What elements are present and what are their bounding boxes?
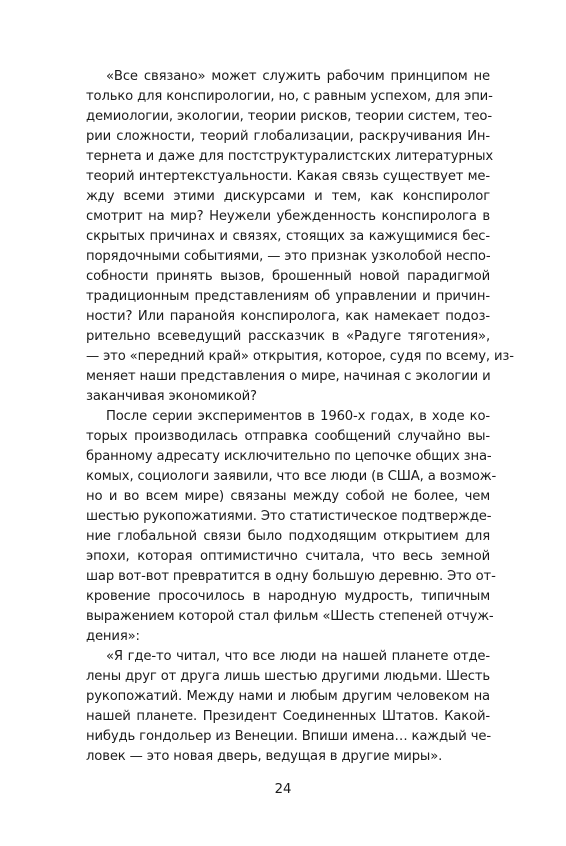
page-number: 24 (274, 782, 292, 797)
text-line: только для конспирологии, но, с равным успехом, для эпи- (86, 89, 493, 104)
text-line: но и во всем мире) связаны между собой не более, чем (86, 489, 490, 504)
text-line: лены друг от друга лишь шестью другими людьми. Шесть (86, 669, 490, 684)
text-line: После серии экспериментов в 1960-х годах, в ходе ко- (106, 409, 490, 424)
text-line: тернета и даже для постструктуралистских литературных (86, 149, 494, 164)
text-line: эпохи, которая оптимистично считала, что весь земной (86, 549, 490, 564)
text-line: выражением которой стал фильм «Шесть степеней отчуж- (86, 609, 494, 624)
text-line: «Все связано» может служить рабочим принципом не (106, 69, 490, 84)
text-line: комых, социологи заявили, что все люди (в США, а возмож- (86, 469, 497, 484)
text-line: порядочными событиями, — это признак узколобой неспо- (86, 249, 491, 264)
text-line: демиологии, экологии, теории рисков, теории систем, тео- (86, 109, 492, 124)
text-line: «Я где-то читал, что все люди на нашей планете отде- (106, 649, 490, 664)
text-line: — это «передний край» открытия, которое, судя по всему, из- (86, 349, 514, 364)
text-line: ние глобальной связи было подходящим открытием для (86, 529, 490, 544)
text-line: рительно всеведущий рассказчик в «Радуге тяготения», (86, 329, 490, 344)
text-line: шестью рукопожатиями. Это статистическое подтвержде- (86, 509, 492, 524)
text-line: скрытых причинах и связях, стоящих за кажущимися бес- (86, 229, 490, 244)
text-line: торых производилась отправка сообщений случайно вы- (86, 429, 490, 444)
text-line: рии сложности, теорий глобализации, раскручивания Ин- (86, 129, 490, 144)
text-line: жду всеми этими дискурсами и тем, как конспиролог (86, 189, 490, 204)
text-line: ности? Или паранойя конспиролога, как намекает подоз- (86, 309, 490, 324)
text-line: кровение просочилось в народную мудрость, типичным (86, 589, 490, 604)
text-line: нашей планете. Президент Соединенных Штатов. Какой- (86, 709, 490, 724)
text-line: рукопожатий. Между нами и любым другим человеком на (86, 689, 490, 704)
text-line: смотрит на мир? Неужели убежденность конспиролога в (86, 209, 490, 224)
text-line: традиционным представлениям об управлении и причин- (86, 289, 490, 304)
text-line: теорий интертекстуальности. Какая связь существует ме- (86, 169, 490, 184)
text-line: собности принять вызов, брошенный новой парадигмой (86, 269, 490, 284)
text-line: шар вот-вот превратится в одну большую деревню. Это от- (86, 569, 496, 584)
text-line: ловек — это новая дверь, ведущая в другие миры». (86, 749, 443, 764)
text-line: меняет наши представления о мире, начиная с экологии и (86, 369, 491, 384)
text-line: бранному адресату исключительно по цепочке общих зна- (86, 449, 492, 464)
text-line: заканчивая экономикой? (86, 389, 257, 404)
text-line: дения»: (86, 629, 140, 644)
text-line: нибудь гондольер из Венеции. Впиши имена… каждый че- (86, 729, 491, 744)
